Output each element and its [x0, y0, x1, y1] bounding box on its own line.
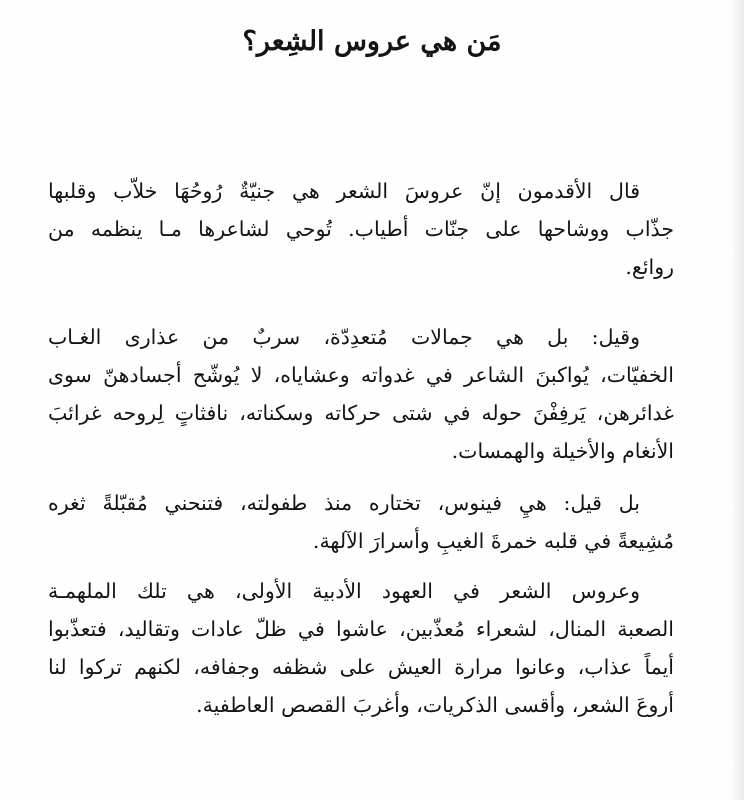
text-line: بل قيل: هيِ فينوس، تختاره منذ طفولته، فتنحني مُقبّلةً ثغره: [48, 491, 640, 515]
text-line: الصعبة المنال، لشعراء مُعذّبين، عاشوا في ظلّ عادات وتقاليد، فتعذّبوا: [48, 617, 674, 641]
paragraph-3: [48, 484, 674, 560]
page-edge-shadow: [730, 0, 744, 800]
text-line: أيماً عذاب، وعانوا مرارة العيش على شظفه وجفافه، لكنهم تركوا لنا: [48, 655, 674, 679]
text-line: وعروس الشعر في العهود الأدبية الأولى، هي تلك الملهمـة: [48, 579, 640, 603]
text-line: أروعَ الشعر، وأقسى الذكريات، وأغربَ القصص العاطفية.: [196, 693, 674, 717]
text-line: غدائرهن، يَرفِفْنَ حوله في شتى حركاته وسكناته، نافثاتٍ لِروحه غرائبَ: [48, 401, 674, 425]
paragraph-4: [48, 572, 674, 724]
text-line: روائع.: [625, 255, 674, 279]
text-line: الخفيّات، يُواكبنَ الشاعر في غدواته وعشاياه، لا يُوشّح أجسادهنّ سوى: [48, 363, 674, 387]
text-line: قال الأقدمون إنّ عروسَ الشعر هي جنيّةٌ رُوحُهَا خلاّب وقلبها: [48, 179, 640, 203]
paragraph-2: [48, 318, 674, 470]
text-line: جذّاب ووشاحها على جنّات أطياب. تُوحي لشاعرها مـا ينظمه من: [48, 217, 674, 241]
text-line: وقيل: بل هي جمالات مُتعدِدّة، سربٌ من عذارى الغـاب: [48, 325, 640, 349]
text-line: مُشِيعةً في قلبه خمرةَ الغيبِ وأسرارَ الآلهة.: [312, 529, 674, 553]
paragraph-1: [48, 172, 674, 286]
text-line: الأنغام والأخيلة والهمسات.: [451, 439, 674, 463]
page-title: مَن هي عروس الشِعر؟: [242, 26, 502, 57]
